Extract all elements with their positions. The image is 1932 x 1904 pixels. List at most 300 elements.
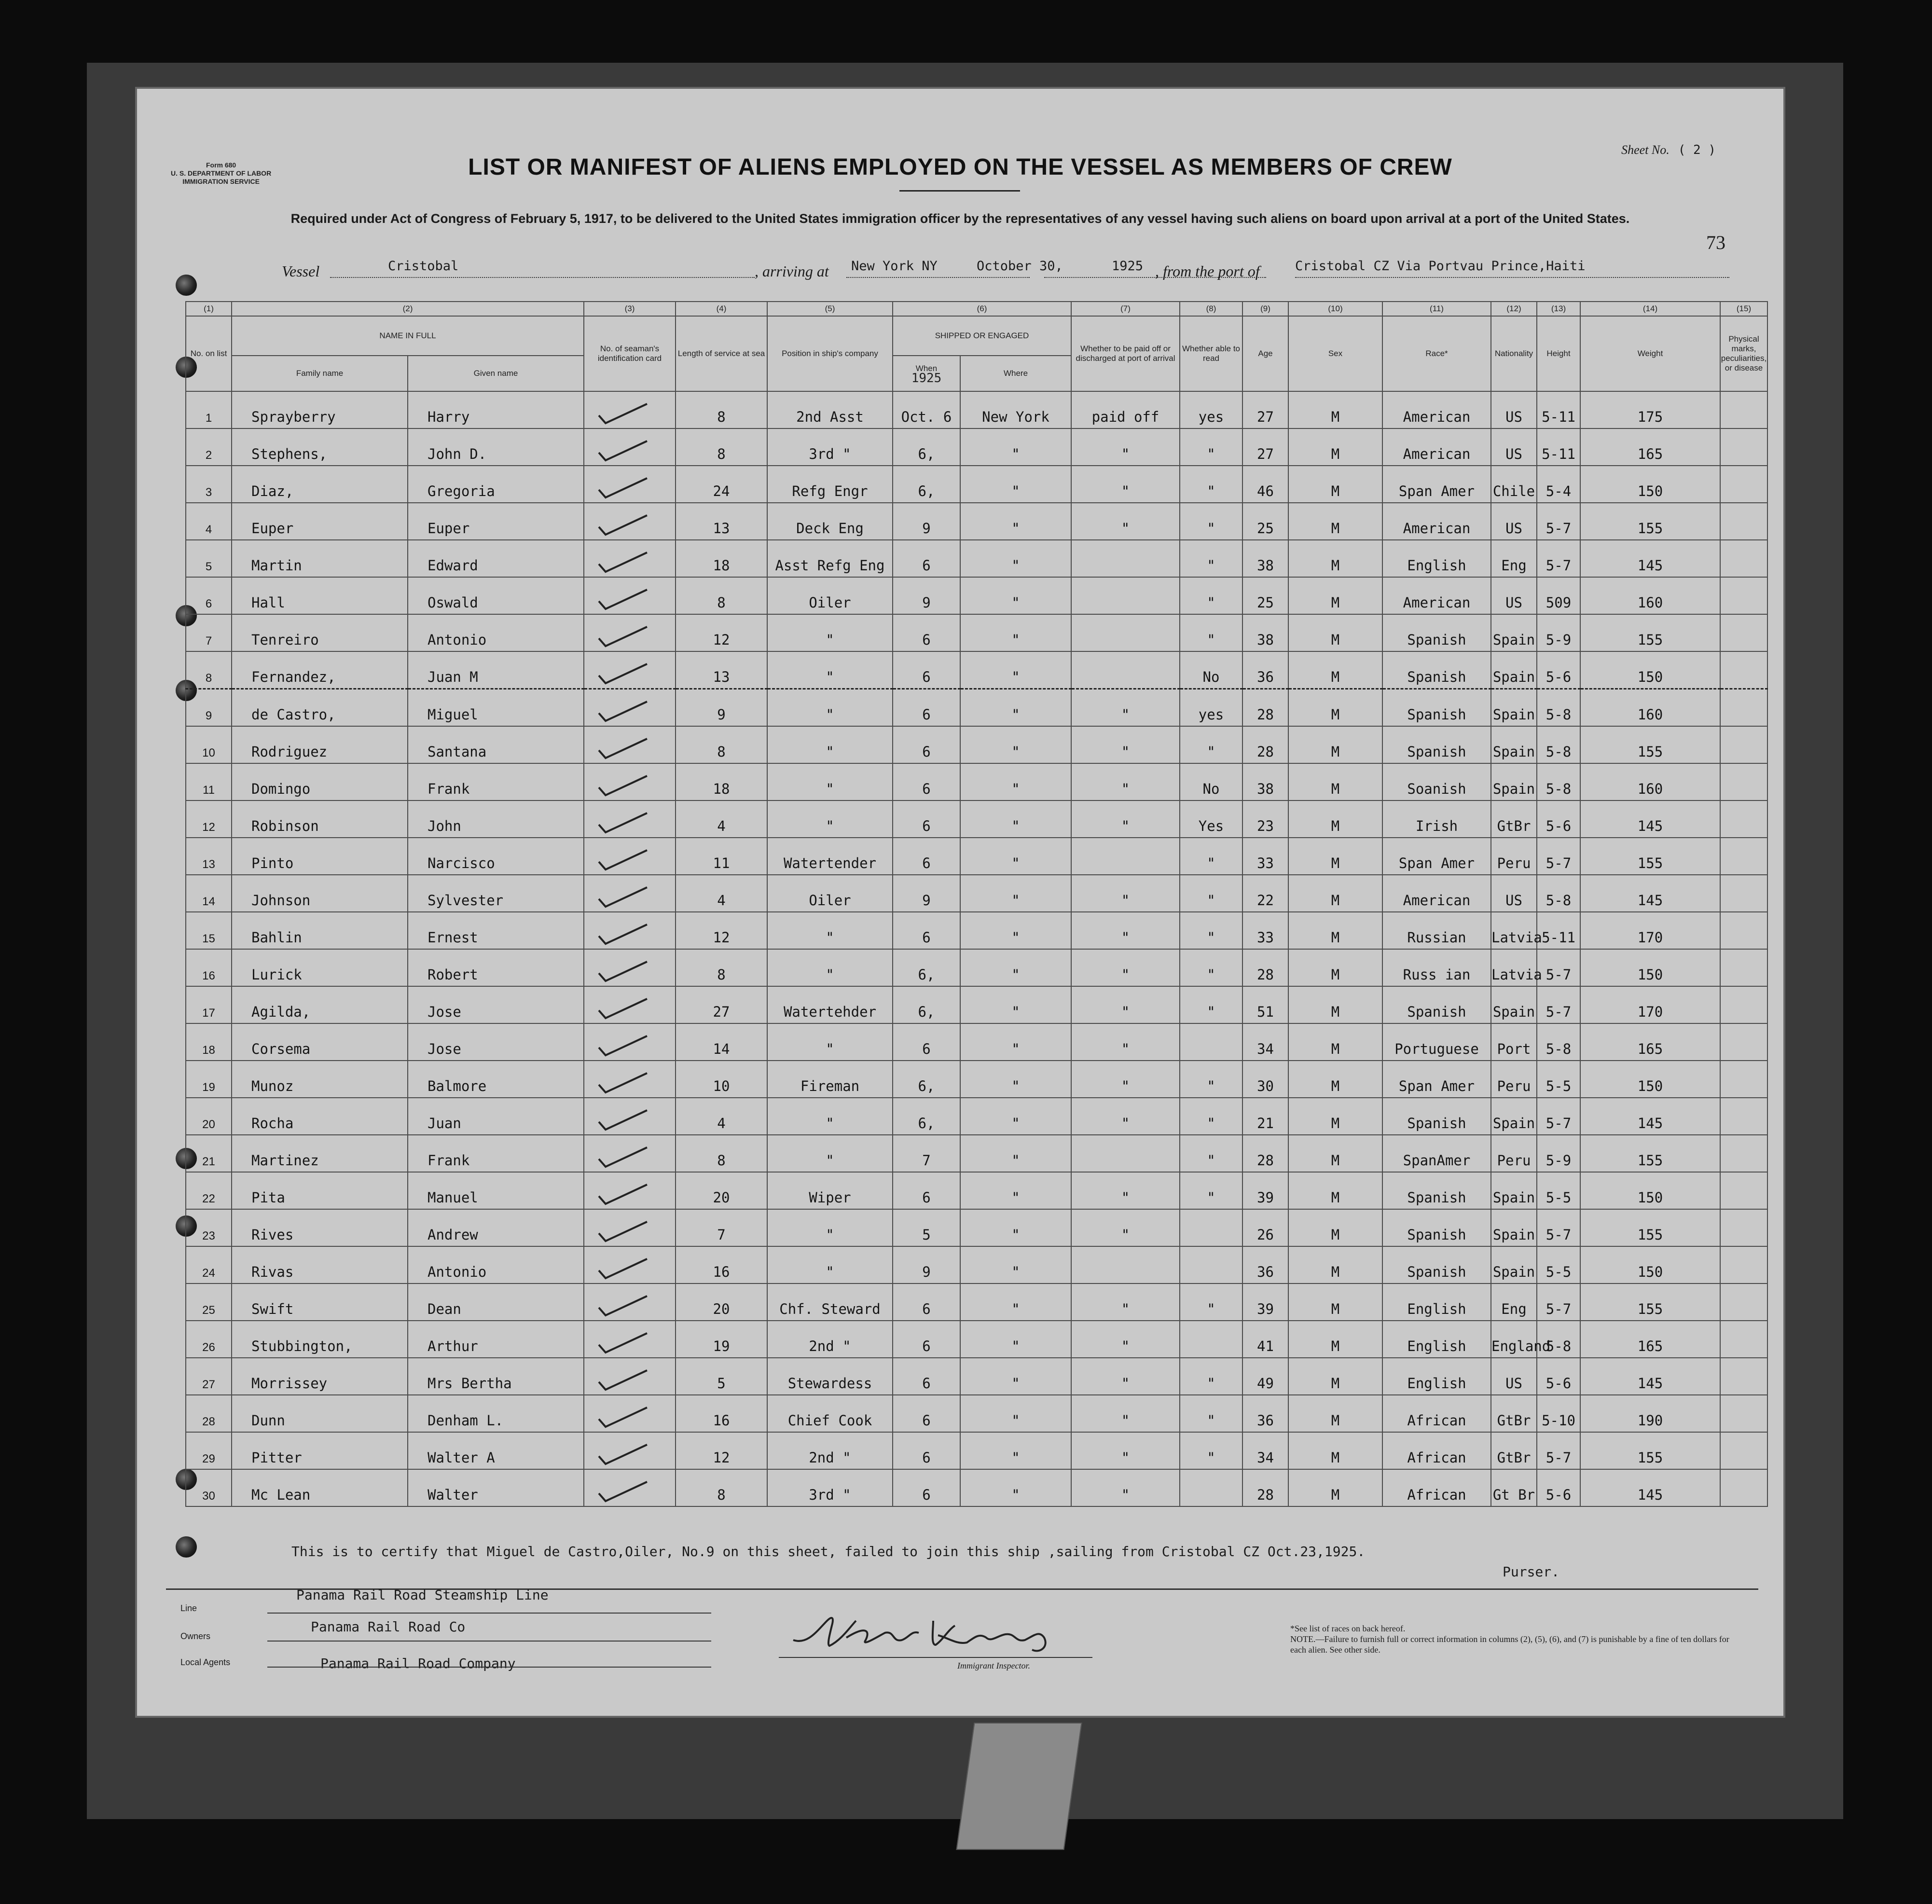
weight-cell: 145 xyxy=(1580,1098,1720,1135)
position-cell: " xyxy=(767,614,893,651)
given-name-cell: Edward xyxy=(408,540,584,577)
row-number-cell: 9 xyxy=(186,689,232,727)
header-shipped: SHIPPED OR ENGAGED xyxy=(893,316,1071,356)
sex-cell: M xyxy=(1288,1135,1382,1172)
table-row xyxy=(186,466,1767,503)
family-name-cell: Johnson xyxy=(232,875,408,912)
service-name: IMMIGRATION SERVICE xyxy=(182,178,260,185)
paid-off-cell: " xyxy=(1071,912,1180,949)
header-id-card: No. of seaman's identification card xyxy=(584,316,676,391)
checkmark-icon xyxy=(589,737,657,761)
row-number-cell: 8 xyxy=(186,651,232,689)
shipped-when-cell: 6 xyxy=(893,1321,960,1358)
checkmark-icon xyxy=(589,662,657,686)
sex-cell: M xyxy=(1288,1283,1382,1321)
id-card-cell xyxy=(584,1209,676,1246)
from-port-dotted-line xyxy=(1295,277,1729,278)
weight-cell: 170 xyxy=(1580,986,1720,1023)
sex-cell: M xyxy=(1288,1209,1382,1246)
checkmark-icon xyxy=(589,439,657,463)
family-name-cell: Tenreiro xyxy=(232,614,408,651)
height-cell: 5-11 xyxy=(1537,912,1580,949)
race-cell: Spanish xyxy=(1382,726,1491,763)
nationality-cell: Peru xyxy=(1491,1061,1537,1098)
race-cell: American xyxy=(1382,391,1491,428)
manifest-sheet xyxy=(135,87,1785,1718)
given-name-cell: Arthur xyxy=(408,1321,584,1358)
checkmark-icon xyxy=(589,885,657,910)
physical-marks-cell xyxy=(1720,838,1767,875)
given-name-cell: Balmore xyxy=(408,1061,584,1098)
header-weight: Weight xyxy=(1580,316,1720,391)
footer-owners-rule xyxy=(267,1641,711,1642)
height-cell: 509 xyxy=(1537,577,1580,614)
colnum: (2) xyxy=(232,302,584,316)
height-cell: 5-7 xyxy=(1537,1209,1580,1246)
family-name-cell: Domingo xyxy=(232,763,408,800)
sex-cell: M xyxy=(1288,1358,1382,1395)
id-card-cell xyxy=(584,1098,676,1135)
arrival-date: October 30, xyxy=(977,259,1063,274)
table-row xyxy=(186,1432,1767,1469)
row-number-cell: 22 xyxy=(186,1172,232,1209)
length-of-service-cell: 27 xyxy=(676,986,767,1023)
length-of-service-cell: 13 xyxy=(676,651,767,689)
physical-marks-cell xyxy=(1720,1321,1767,1358)
nationality-cell: Spain xyxy=(1491,1246,1537,1283)
footer-agents-row xyxy=(180,1643,711,1671)
physical-marks-cell xyxy=(1720,800,1767,838)
id-card-cell xyxy=(584,912,676,949)
nationality-cell: Spain xyxy=(1491,1209,1537,1246)
position-cell: Stewardess xyxy=(767,1358,893,1395)
table-row xyxy=(186,1209,1767,1246)
sex-cell: M xyxy=(1288,1061,1382,1098)
id-card-cell xyxy=(584,1321,676,1358)
id-card-cell xyxy=(584,1172,676,1209)
table-row xyxy=(186,1172,1767,1209)
physical-marks-cell xyxy=(1720,1061,1767,1098)
colnum: (6) xyxy=(893,302,1071,316)
family-name-cell: Diaz, xyxy=(232,466,408,503)
paid-off-cell: " xyxy=(1071,466,1180,503)
table-row xyxy=(186,540,1767,577)
race-cell: American xyxy=(1382,577,1491,614)
able-to-read-cell: " xyxy=(1180,428,1242,466)
length-of-service-cell: 16 xyxy=(676,1395,767,1432)
weight-cell: 165 xyxy=(1580,1023,1720,1061)
given-name-cell: Jose xyxy=(408,1023,584,1061)
id-card-cell xyxy=(584,651,676,689)
header-row xyxy=(186,316,1767,356)
row-number-cell: 4 xyxy=(186,503,232,540)
paid-off-cell: " xyxy=(1071,1098,1180,1135)
age-cell: 30 xyxy=(1242,1061,1288,1098)
footer-agents-rule xyxy=(267,1667,711,1668)
shipped-where-cell: " xyxy=(960,1395,1071,1432)
given-name-cell: Gregoria xyxy=(408,466,584,503)
table-row xyxy=(186,726,1767,763)
weight-cell: 150 xyxy=(1580,1246,1720,1283)
paid-off-cell: " xyxy=(1071,1432,1180,1469)
nationality-cell: Latvia xyxy=(1491,912,1537,949)
header-physical-marks: Physical marks, peculiarities, or disease xyxy=(1720,316,1767,391)
weight-cell: 155 xyxy=(1580,838,1720,875)
age-cell: 22 xyxy=(1242,875,1288,912)
age-cell: 28 xyxy=(1242,726,1288,763)
able-to-read-cell: " xyxy=(1180,503,1242,540)
row-number-cell: 18 xyxy=(186,1023,232,1061)
shipped-where-cell: " xyxy=(960,1469,1071,1506)
checkmark-icon xyxy=(589,700,657,724)
id-card-cell xyxy=(584,1395,676,1432)
position-cell: " xyxy=(767,1135,893,1172)
given-name-cell: Juan xyxy=(408,1098,584,1135)
header-when xyxy=(893,356,960,391)
paid-off-cell: " xyxy=(1071,875,1180,912)
position-cell: Refg Engr xyxy=(767,466,893,503)
footer-line-label: Line xyxy=(180,1603,197,1613)
length-of-service-cell: 16 xyxy=(676,1246,767,1283)
weight-cell: 150 xyxy=(1580,466,1720,503)
length-of-service-cell: 12 xyxy=(676,912,767,949)
race-cell: Spanish xyxy=(1382,651,1491,689)
checkmark-icon xyxy=(589,513,657,538)
paid-off-cell: " xyxy=(1071,986,1180,1023)
family-name-cell: Swift xyxy=(232,1283,408,1321)
header-paid-off: Whether to be paid off or discharged at port of arrival xyxy=(1071,316,1180,391)
physical-marks-cell xyxy=(1720,689,1767,727)
age-cell: 25 xyxy=(1242,503,1288,540)
position-cell: Watertehder xyxy=(767,986,893,1023)
header-length-service: Length of service at sea xyxy=(676,316,767,391)
table-row xyxy=(186,1098,1767,1135)
from-port-label: , from the port of xyxy=(1155,262,1260,280)
race-cell: African xyxy=(1382,1469,1491,1506)
weight-cell: 175 xyxy=(1580,391,1720,428)
row-number-cell: 24 xyxy=(186,1246,232,1283)
table-row xyxy=(186,1469,1767,1506)
family-name-cell: Rivas xyxy=(232,1246,408,1283)
table-row xyxy=(186,503,1767,540)
length-of-service-cell: 8 xyxy=(676,391,767,428)
vessel-name: Cristobal xyxy=(388,259,459,274)
shipped-where-cell: " xyxy=(960,1246,1071,1283)
given-name-cell: Robert xyxy=(408,949,584,986)
race-cell: Soanish xyxy=(1382,763,1491,800)
sex-cell: M xyxy=(1288,577,1382,614)
family-name-cell: Morrissey xyxy=(232,1358,408,1395)
row-number-cell: 13 xyxy=(186,838,232,875)
shipped-where-cell: " xyxy=(960,838,1071,875)
id-card-cell xyxy=(584,1246,676,1283)
length-of-service-cell: 12 xyxy=(676,614,767,651)
age-cell: 28 xyxy=(1242,949,1288,986)
given-name-cell: John xyxy=(408,800,584,838)
table-row xyxy=(186,1321,1767,1358)
position-cell: " xyxy=(767,726,893,763)
colnum: (14) xyxy=(1580,302,1720,316)
footer-agents-value: Panama Rail Road Company xyxy=(320,1656,516,1671)
age-cell: 28 xyxy=(1242,1469,1288,1506)
paid-off-cell: " xyxy=(1071,1395,1180,1432)
length-of-service-cell: 12 xyxy=(676,1432,767,1469)
family-name-cell: Pinto xyxy=(232,838,408,875)
shipped-where-cell: " xyxy=(960,1061,1071,1098)
able-to-read-cell: " xyxy=(1180,1061,1242,1098)
height-cell: 5-8 xyxy=(1537,763,1580,800)
family-name-cell: Munoz xyxy=(232,1061,408,1098)
nationality-cell: Chile xyxy=(1491,466,1537,503)
length-of-service-cell: 14 xyxy=(676,1023,767,1061)
checkmark-icon xyxy=(589,1034,657,1058)
sex-cell: M xyxy=(1288,391,1382,428)
shipped-where-cell: " xyxy=(960,1209,1071,1246)
checkmark-icon xyxy=(589,923,657,947)
height-cell: 5-9 xyxy=(1537,614,1580,651)
footer-line-value: Panama Rail Road Steamship Line xyxy=(296,1587,549,1603)
weight-cell: 155 xyxy=(1580,614,1720,651)
nationality-cell: Peru xyxy=(1491,1135,1537,1172)
paid-off-cell xyxy=(1071,577,1180,614)
note-failure: NOTE.—Failure to furnish full or correct information in columns (2), (5), (6), and (7) is punishable by a fine of ten dollars for each alien. See other side. xyxy=(1290,1634,1729,1655)
shipped-when-cell: 9 xyxy=(893,503,960,540)
paid-off-cell: " xyxy=(1071,428,1180,466)
weight-cell: 145 xyxy=(1580,1358,1720,1395)
sex-cell: M xyxy=(1288,1469,1382,1506)
crew-rows xyxy=(186,391,1767,1506)
table-row xyxy=(186,391,1767,428)
length-of-service-cell: 4 xyxy=(676,1098,767,1135)
nationality-cell: GtBr xyxy=(1491,800,1537,838)
height-cell: 5-7 xyxy=(1537,949,1580,986)
shipped-where-cell: " xyxy=(960,986,1071,1023)
checkmark-icon xyxy=(589,402,657,426)
row-number-cell: 28 xyxy=(186,1395,232,1432)
able-to-read-cell: " xyxy=(1180,875,1242,912)
row-number-cell: 30 xyxy=(186,1469,232,1506)
table-row xyxy=(186,1358,1767,1395)
page-subtitle: Required under Act of Congress of February 5, 1917, to be delivered to the United States immigration officer by the representatives of any vessel having such aliens on board upon arrival at a port of the United States. xyxy=(290,211,1630,226)
length-of-service-cell: 20 xyxy=(676,1283,767,1321)
sex-cell: M xyxy=(1288,689,1382,727)
position-cell: Oiler xyxy=(767,875,893,912)
row-number-cell: 2 xyxy=(186,428,232,466)
family-name-cell: Dunn xyxy=(232,1395,408,1432)
paid-off-cell: " xyxy=(1071,1469,1180,1506)
length-of-service-cell: 19 xyxy=(676,1321,767,1358)
id-card-cell xyxy=(584,1432,676,1469)
id-card-cell xyxy=(584,466,676,503)
physical-marks-cell xyxy=(1720,875,1767,912)
shipped-where-cell: " xyxy=(960,1358,1071,1395)
id-card-cell xyxy=(584,503,676,540)
physical-marks-cell xyxy=(1720,726,1767,763)
physical-marks-cell xyxy=(1720,614,1767,651)
paid-off-cell: " xyxy=(1071,1358,1180,1395)
height-cell: 5-9 xyxy=(1537,1135,1580,1172)
given-name-cell: Frank xyxy=(408,1135,584,1172)
shipped-where-cell: " xyxy=(960,428,1071,466)
position-cell: " xyxy=(767,1246,893,1283)
weight-cell: 155 xyxy=(1580,503,1720,540)
checkmark-icon xyxy=(589,1108,657,1132)
shipped-when-cell: 6 xyxy=(893,912,960,949)
table-row xyxy=(186,986,1767,1023)
length-of-service-cell: 5 xyxy=(676,1358,767,1395)
weight-cell: 170 xyxy=(1580,912,1720,949)
inspector-signature xyxy=(788,1611,1088,1655)
colnum: (11) xyxy=(1382,302,1491,316)
given-name-cell: Walter xyxy=(408,1469,584,1506)
able-to-read-cell: " xyxy=(1180,1098,1242,1135)
paid-off-cell: " xyxy=(1071,1172,1180,1209)
checkmark-icon xyxy=(589,1145,657,1170)
checkmark-icon xyxy=(589,1257,657,1281)
age-cell: 39 xyxy=(1242,1283,1288,1321)
physical-marks-cell xyxy=(1720,577,1767,614)
able-to-read-cell xyxy=(1180,1321,1242,1358)
row-number-cell: 17 xyxy=(186,986,232,1023)
position-cell: Asst Refg Eng xyxy=(767,540,893,577)
position-cell: Deck Eng xyxy=(767,503,893,540)
height-cell: 5-8 xyxy=(1537,1321,1580,1358)
height-cell: 5-6 xyxy=(1537,800,1580,838)
shipped-when-cell: 6 xyxy=(893,614,960,651)
length-of-service-cell: 8 xyxy=(676,726,767,763)
nationality-cell: Spain xyxy=(1491,763,1537,800)
position-cell: " xyxy=(767,1098,893,1135)
weight-cell: 150 xyxy=(1580,1061,1720,1098)
weight-cell: 160 xyxy=(1580,577,1720,614)
able-to-read-cell: " xyxy=(1180,577,1242,614)
age-cell: 39 xyxy=(1242,1172,1288,1209)
weight-cell: 165 xyxy=(1580,428,1720,466)
table-row xyxy=(186,912,1767,949)
footer-notes xyxy=(1290,1623,1734,1655)
able-to-read-cell: " xyxy=(1180,1432,1242,1469)
given-name-cell: Santana xyxy=(408,726,584,763)
height-cell: 5-8 xyxy=(1537,726,1580,763)
physical-marks-cell xyxy=(1720,391,1767,428)
family-name-cell: de Castro, xyxy=(232,689,408,727)
position-cell: Oiler xyxy=(767,577,893,614)
weight-cell: 160 xyxy=(1580,763,1720,800)
physical-marks-cell xyxy=(1720,1469,1767,1506)
paid-off-cell xyxy=(1071,838,1180,875)
nationality-cell: US xyxy=(1491,577,1537,614)
sex-cell: M xyxy=(1288,651,1382,689)
race-cell: Irish xyxy=(1382,800,1491,838)
signature-line xyxy=(779,1657,1092,1658)
age-cell: 21 xyxy=(1242,1098,1288,1135)
length-of-service-cell: 18 xyxy=(676,540,767,577)
position-cell: Fireman xyxy=(767,1061,893,1098)
sex-cell: M xyxy=(1288,726,1382,763)
given-name-cell: Ernest xyxy=(408,912,584,949)
shipped-when-cell: 6 xyxy=(893,651,960,689)
purser-label: Purser. xyxy=(1503,1564,1560,1580)
given-name-cell: Sylvester xyxy=(408,875,584,912)
checkmark-icon xyxy=(589,1183,657,1207)
sex-cell: M xyxy=(1288,428,1382,466)
position-cell: Chf. Steward xyxy=(767,1283,893,1321)
checkmark-icon xyxy=(589,551,657,575)
from-port: Cristobal CZ Via Portvau Prince,Haiti xyxy=(1295,259,1586,274)
shipped-when-cell: 6 xyxy=(893,1023,960,1061)
age-cell: 38 xyxy=(1242,763,1288,800)
header-name-in-full: NAME IN FULL xyxy=(232,316,584,356)
table-row xyxy=(186,577,1767,614)
height-cell: 5-7 xyxy=(1537,1432,1580,1469)
shipped-when-cell: 6 xyxy=(893,540,960,577)
colnum: (4) xyxy=(676,302,767,316)
shipped-where-cell: " xyxy=(960,800,1071,838)
race-cell: American xyxy=(1382,503,1491,540)
checkmark-icon xyxy=(589,1071,657,1095)
checkmark-icon xyxy=(589,997,657,1021)
physical-marks-cell xyxy=(1720,1023,1767,1061)
nationality-cell: US xyxy=(1491,875,1537,912)
family-name-cell: Hall xyxy=(232,577,408,614)
position-cell: 3rd " xyxy=(767,428,893,466)
shipped-when-cell: 6 xyxy=(893,763,960,800)
shipped-where-cell: " xyxy=(960,651,1071,689)
footer-line-rule xyxy=(267,1613,711,1614)
sex-cell: M xyxy=(1288,614,1382,651)
shipped-when-cell: 6 xyxy=(893,1172,960,1209)
position-cell: " xyxy=(767,689,893,727)
able-to-read-cell xyxy=(1180,1023,1242,1061)
title-underline xyxy=(899,190,1020,192)
weight-cell: 145 xyxy=(1580,540,1720,577)
table-row xyxy=(186,1246,1767,1283)
table-row xyxy=(186,428,1767,466)
nationality-cell: US xyxy=(1491,428,1537,466)
family-name-cell: Martin xyxy=(232,540,408,577)
row-number-cell: 20 xyxy=(186,1098,232,1135)
length-of-service-cell: 24 xyxy=(676,466,767,503)
paid-off-cell: " xyxy=(1071,1061,1180,1098)
position-cell: 2nd " xyxy=(767,1432,893,1469)
header-position: Position in ship's company xyxy=(767,316,893,391)
row-number-cell: 5 xyxy=(186,540,232,577)
sex-cell: M xyxy=(1288,466,1382,503)
height-cell: 5-6 xyxy=(1537,1469,1580,1506)
family-name-cell: Fernandez, xyxy=(232,651,408,689)
row-number-cell: 10 xyxy=(186,726,232,763)
shipped-where-cell: " xyxy=(960,577,1071,614)
able-to-read-cell: " xyxy=(1180,1135,1242,1172)
family-name-cell: Lurick xyxy=(232,949,408,986)
height-cell: 5-8 xyxy=(1537,875,1580,912)
age-cell: 46 xyxy=(1242,466,1288,503)
paid-off-cell xyxy=(1071,1246,1180,1283)
age-cell: 36 xyxy=(1242,651,1288,689)
physical-marks-cell xyxy=(1720,1246,1767,1283)
vessel-dotted-line xyxy=(330,277,755,278)
shipped-when-cell: 5 xyxy=(893,1209,960,1246)
physical-marks-cell xyxy=(1720,1172,1767,1209)
shipped-when-cell: 6 xyxy=(893,1283,960,1321)
height-cell: 5-11 xyxy=(1537,428,1580,466)
header-when-year: 1925 xyxy=(911,371,942,386)
shipped-when-cell: 6, xyxy=(893,1098,960,1135)
shipped-where-cell: " xyxy=(960,1098,1071,1135)
nationality-cell: Spain xyxy=(1491,1098,1537,1135)
shipped-where-cell: " xyxy=(960,1135,1071,1172)
physical-marks-cell xyxy=(1720,466,1767,503)
